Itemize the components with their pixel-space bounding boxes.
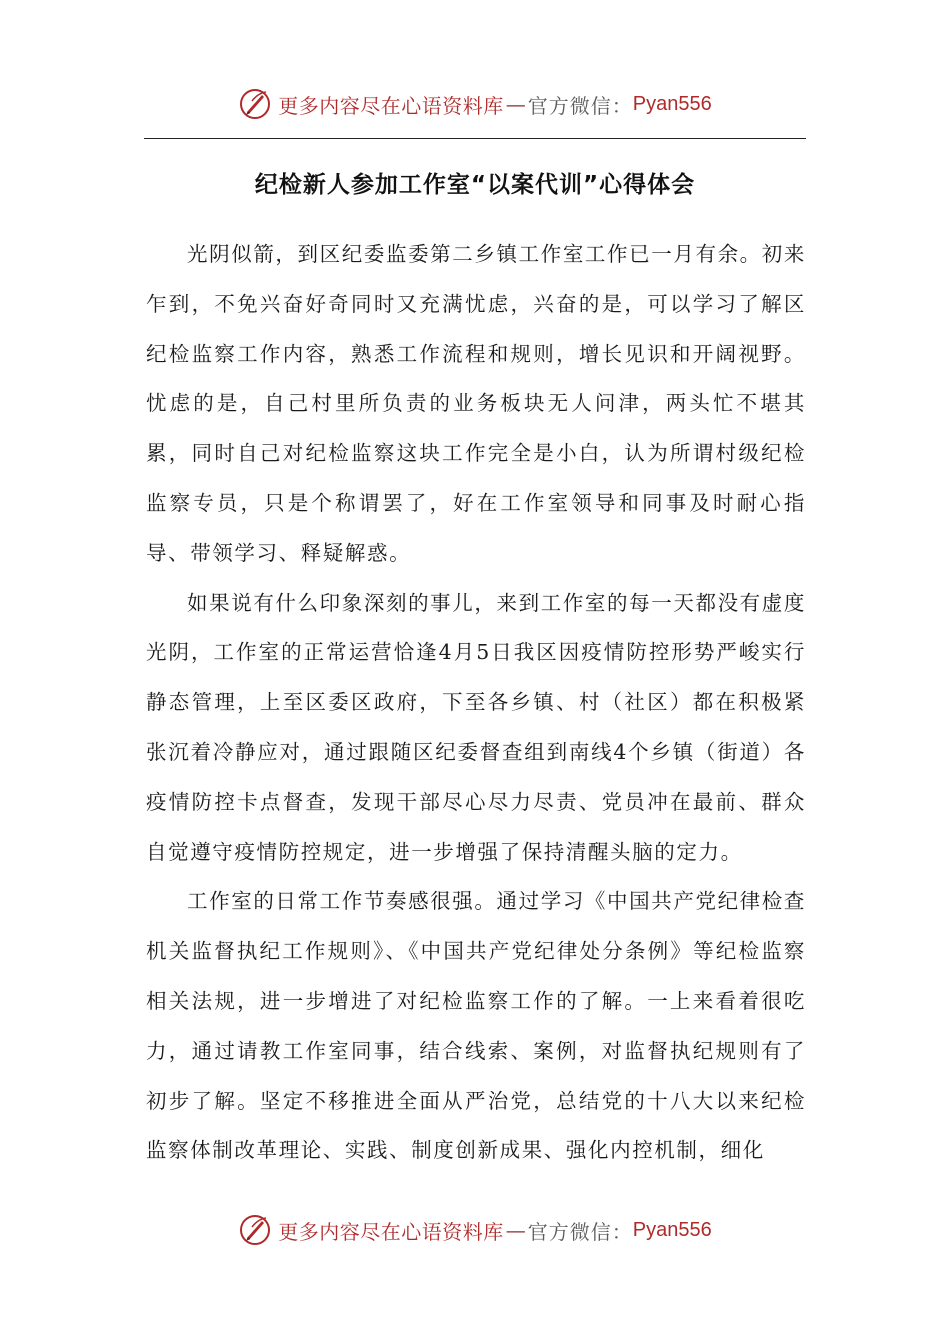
banner-wechat-label: 官方微信： — [527, 93, 633, 118]
banner-brand-text: 更多内容尽在心语资料库 — [278, 93, 504, 118]
banner-wechat-id: Pyan556 — [632, 1218, 712, 1241]
footer-banner — [0, 1208, 950, 1252]
banner-wechat-id: Pyan556 — [632, 92, 712, 115]
paragraph: 工作室的日常工作节奏感很强。通过学习《中国共产党纪律检查机关监督执纪工作规则》、《中国共产党纪律处分条例》等纪检监察相关法规，进一步增进了对纪检监察工作的了解。一上来看着很吃力，通过请教工作室同事，结合线索、案例，对监督执纪规则有了初步了解。坚定不移推进全面从严治党，总结党的十八大以来纪检监察体制改革理论、实践、制度创新成果、强化内控机制，细化 — [146, 889, 806, 1163]
paragraph: 光阴似箭，到区纪委监委第二乡镇工作室工作已一月有余。初来乍到，不免兴奋好奇同时又充满忧虑，兴奋的是，可以学习了解区纪检监察工作内容，熟悉工作流程和规则，增长见识和开阔视野。忧虑的是，自己村里所负责的业务板块无人问津，两头忙不堪其累，同时自己对纪检监察这块工作完全是小白，认为所谓村级纪检监察专员，只是个称谓罢了，好在工作室领导和同事及时耐心指导、带领学习、释疑解惑。 — [146, 242, 806, 565]
document-title: 纪检新人参加工作室“以案代训”心得体会 — [254, 172, 696, 198]
header-divider — [144, 138, 806, 139]
quill-pen-logo-icon — [238, 1213, 272, 1247]
banner-wechat-label: 官方微信： — [527, 1219, 633, 1244]
banner-separator: — — [505, 92, 526, 116]
quill-pen-logo-icon — [238, 87, 272, 121]
document-body — [146, 230, 806, 1176]
paragraph: 如果说有什么印象深刻的事儿，来到工作室的每一天都没有虚度光阴，工作室的正常运营恰逢4月5日我区因疫情防控形势严峻实行静态管理，上至区委区政府，下至各乡镇、村（社区）都在积极紧张沉着冷静应对，通过跟随区纪委督查组到南线4个乡镇（街道）各疫情防控卡点督查，发现干部尽心尽力尽责、党员冲在最前、群众自觉遵守疫情防控规定，进一步增强了保持清醒头脑的定力。 — [146, 590, 806, 864]
banner-separator: — — [505, 1218, 526, 1242]
header-banner — [0, 82, 950, 126]
banner-brand-text: 更多内容尽在心语资料库 — [278, 1219, 504, 1244]
